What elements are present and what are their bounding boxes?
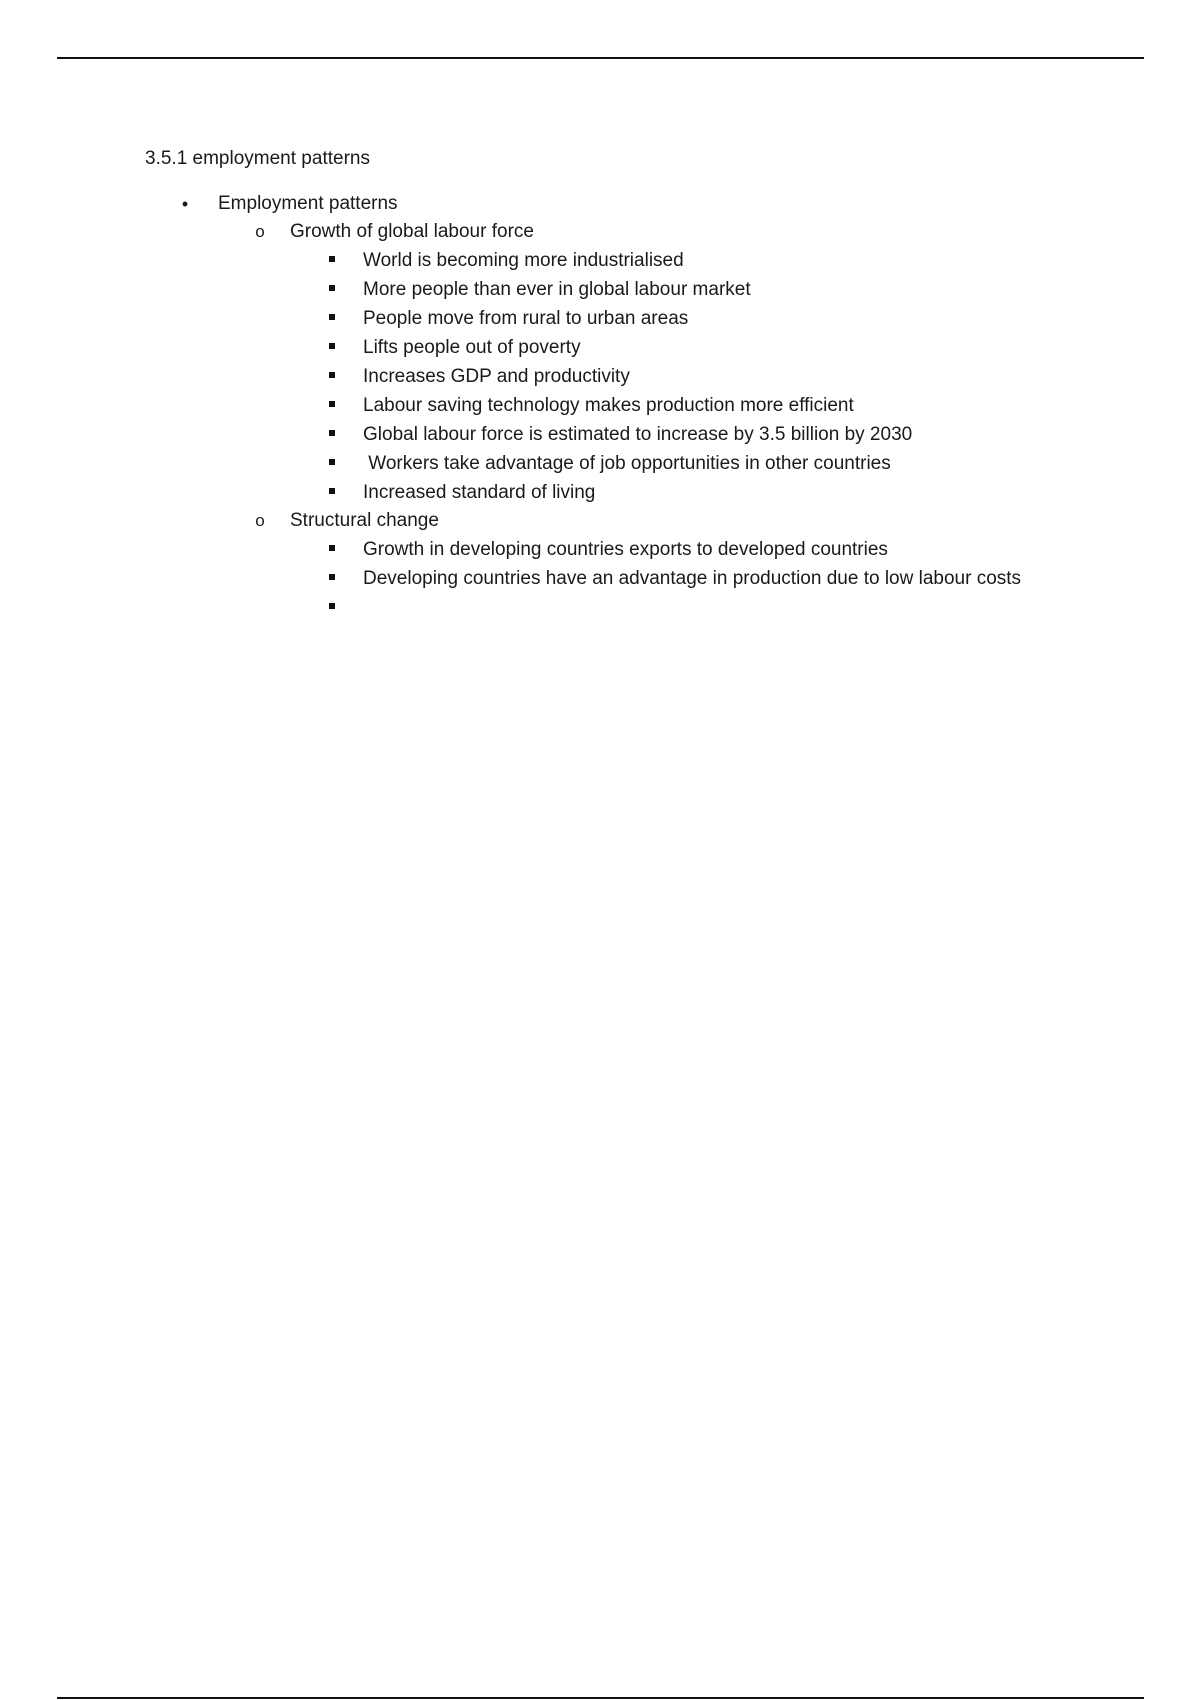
- list-item-label: Global labour force is estimated to increase by 3.5 billion by 2030: [363, 424, 913, 445]
- header-rule: [57, 57, 1144, 59]
- square-bullet-icon: [322, 593, 342, 622]
- circle-bullet-icon: o: [255, 511, 265, 530]
- footer-rule: [57, 1697, 1144, 1699]
- document-body: [145, 146, 1145, 622]
- square-bullet-icon: [322, 535, 342, 564]
- list-item-level3: [145, 333, 1145, 362]
- bullet-icon: •: [181, 194, 189, 214]
- section-heading: 3.5.1 employment patterns: [145, 148, 370, 169]
- list-item-label: Increases GDP and productivity: [363, 366, 630, 387]
- square-bullet-icon: [322, 304, 342, 333]
- list-item-level3: [145, 478, 1145, 507]
- list-item-level3: [145, 420, 1145, 449]
- list-item-label: Developing countries have an advantage in production due to low labour costs: [363, 568, 1022, 589]
- list-item-label: Labour saving technology makes production more efficient: [363, 395, 854, 416]
- list-item-label: Increased standard of living: [363, 482, 596, 503]
- list-item-level3: [145, 564, 1145, 593]
- circle-bullet-icon: o: [255, 222, 265, 241]
- square-bullet-icon: [322, 333, 342, 362]
- list-item-label: People move from rural to urban areas: [363, 308, 689, 329]
- square-bullet-icon: [322, 449, 342, 478]
- list-item-level1: [145, 190, 1145, 218]
- list-item-level2: [145, 507, 1145, 535]
- list-item-label: Employment patterns: [218, 193, 398, 214]
- list-item-label: Workers take advantage of job opportunities in other countries: [363, 453, 891, 474]
- list-item-level3: [145, 246, 1145, 275]
- list-item-label: More people than ever in global labour market: [363, 279, 751, 300]
- list-item-label: Growth of global labour force: [290, 221, 534, 242]
- list-item-level3: [145, 304, 1145, 333]
- square-bullet-icon: [322, 420, 342, 449]
- list-item-label: World is becoming more industrialised: [363, 250, 684, 271]
- list-item-level2: [145, 218, 1145, 246]
- square-bullet-icon: [322, 478, 342, 507]
- square-bullet-icon: [322, 391, 342, 420]
- square-bullet-icon: [322, 246, 342, 275]
- list-item-level3: [145, 449, 1145, 478]
- list-item-level3: [145, 535, 1145, 564]
- list-item-label: Lifts people out of poverty: [363, 337, 581, 358]
- square-bullet-icon: [322, 362, 342, 391]
- list-item-level3-empty: [145, 593, 1145, 622]
- list-item-label: Growth in developing countries exports to developed countries: [363, 539, 888, 560]
- list-item-level3: [145, 362, 1145, 391]
- square-bullet-icon: [322, 275, 342, 304]
- list-item-level3: [145, 275, 1145, 304]
- list-item-level3: [145, 391, 1145, 420]
- square-bullet-icon: [322, 564, 342, 593]
- list-item-label: Structural change: [290, 510, 439, 531]
